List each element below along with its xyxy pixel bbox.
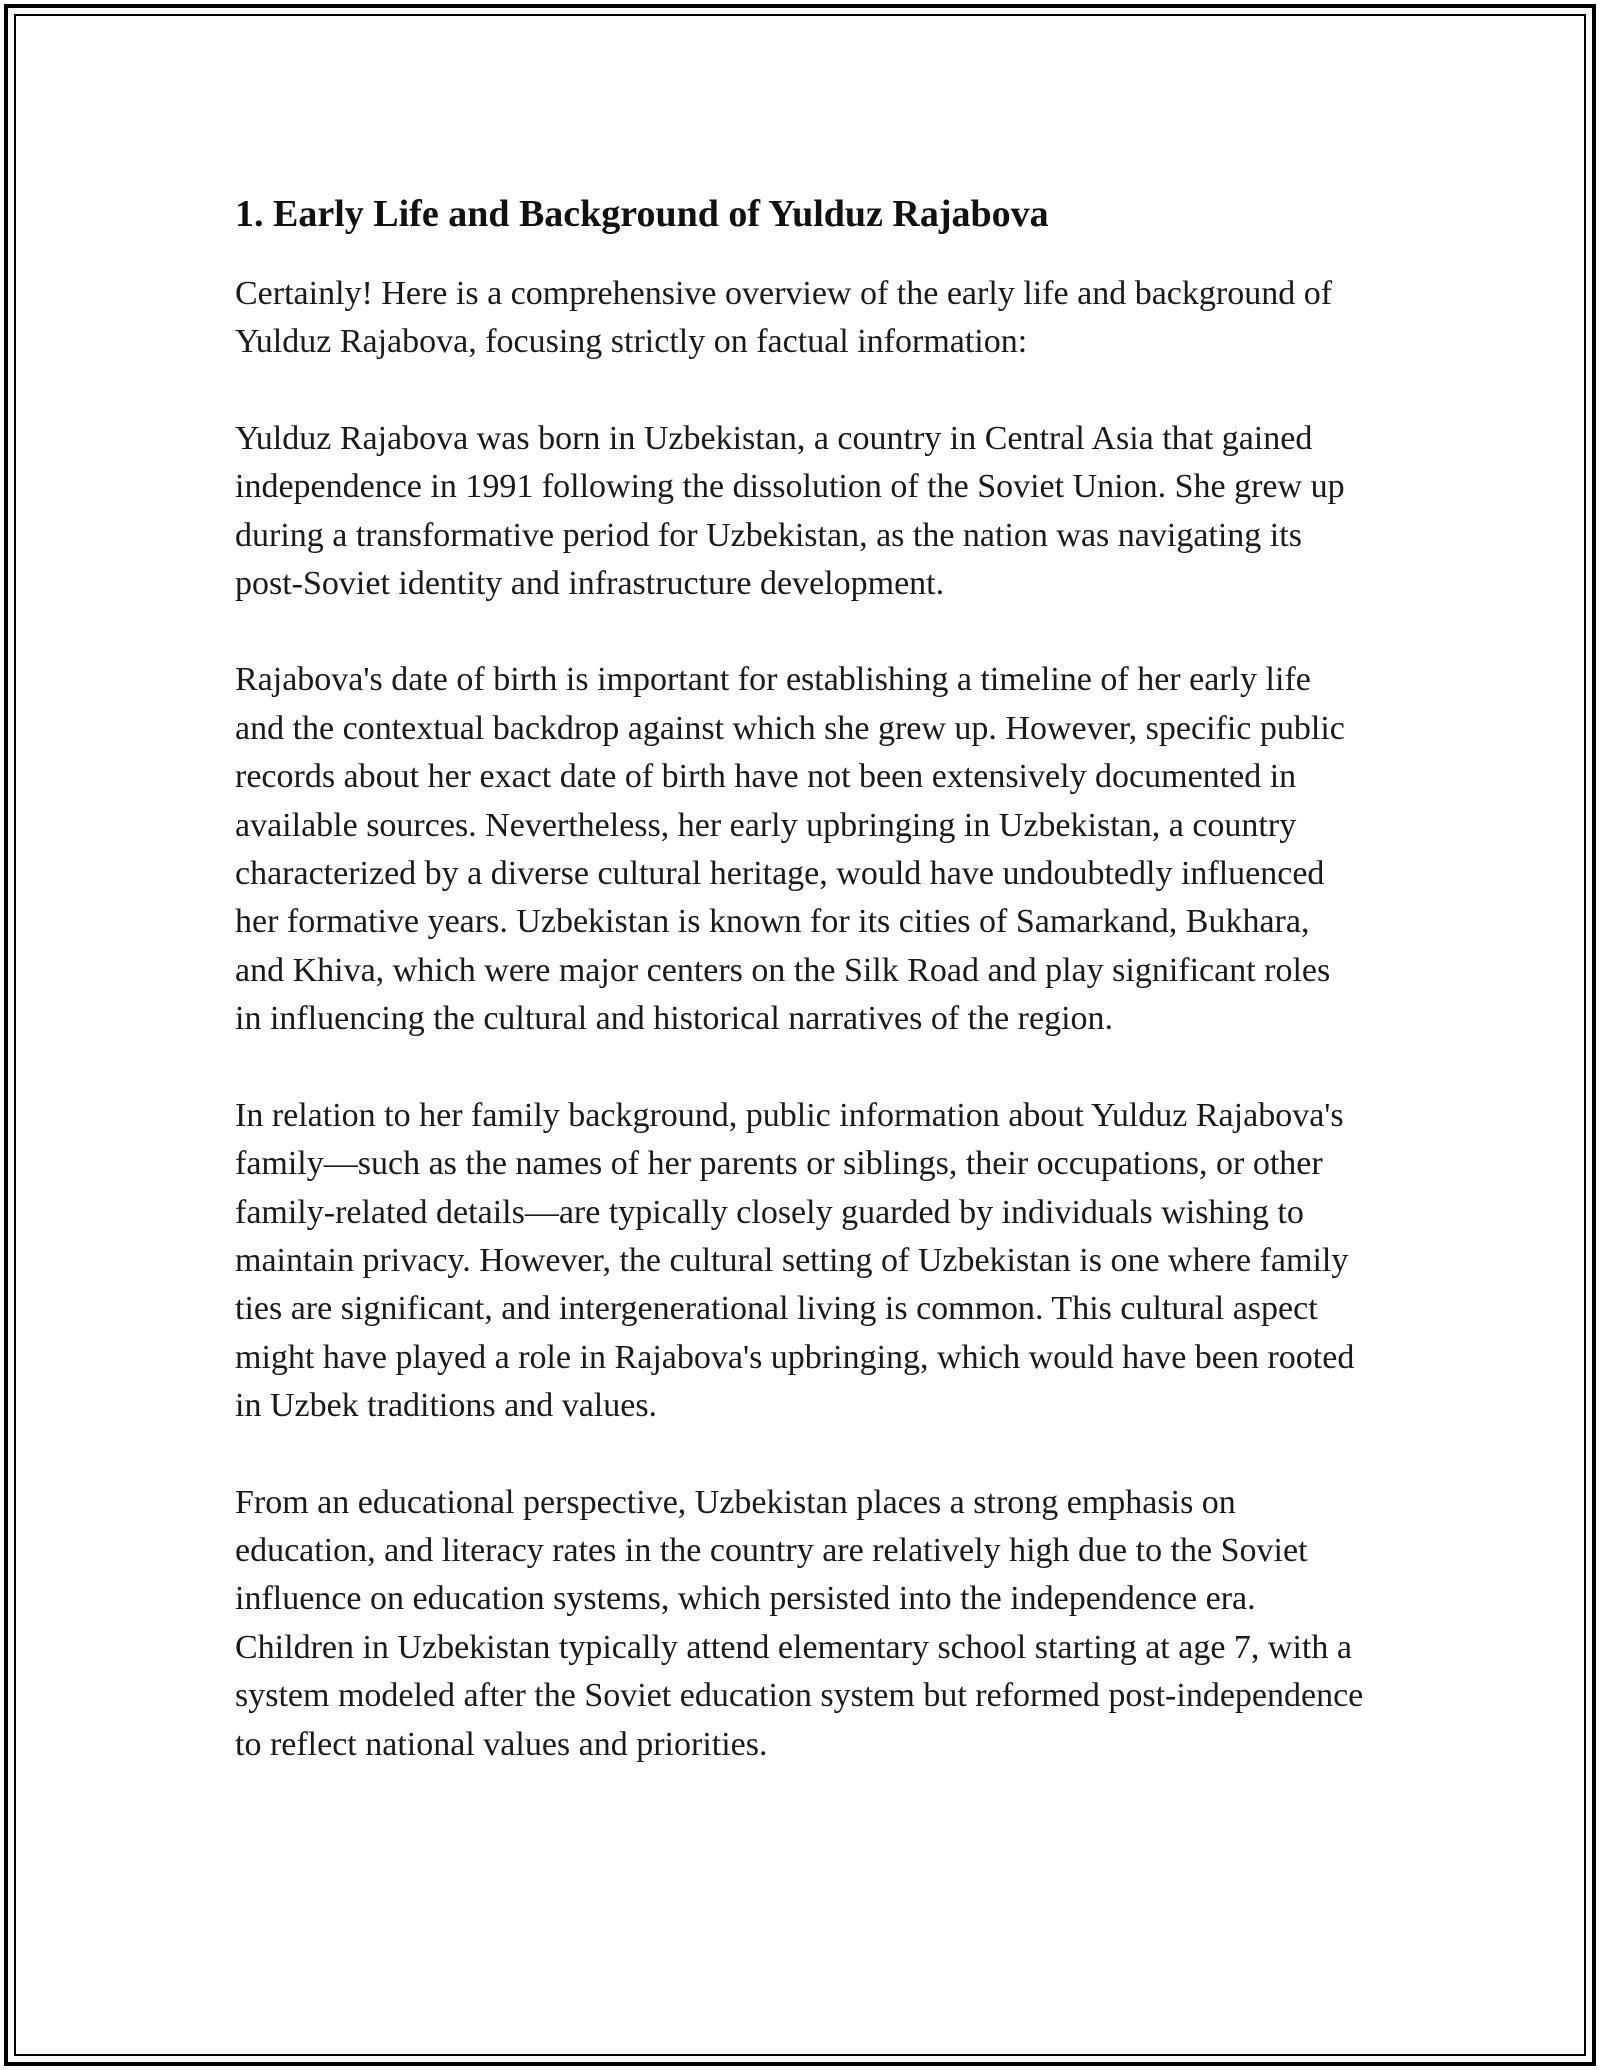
paragraph-education: From an educational perspective, Uzbekistan places a strong emphasis on education, and literacy rates in the country are relatively high due to the Soviet influence on education systems, which persisted into the independence era. Children in Uzbekistan typically attend elementary school starting at age 7, with a system modeled after the Soviet education system but reformed post-independence to reflect national values and priorities. [235, 1483, 1364, 1763]
paragraph-birthplace: Yulduz Rajabova was born in Uzbekistan, a country in Central Asia that gained independence in 1991 following the dissolution of the Soviet Union. She grew up during a transformative period for Uzbekistan, as the nation was navigating its post-Soviet identity and infrastructure development. [235, 419, 1345, 603]
paragraph-intro: Certainly! Here is a comprehensive overview of the early life and background of Yulduz Rajabova, focusing strictly on factual information: [235, 275, 1333, 361]
paragraph-family-background: In relation to her family background, public information about Yulduz Rajabova's family—such as the names of her parents or siblings, their occupations, or other family-related details—are typically closely guarded by individuals wishing to maintain privacy. However, the cultural setting of Uzbekistan is one where family ties are significant, and intergenerational living is common. This cultural aspect might have played a role in Rajabova's upbringing, which would have been rooted in Uzbek traditions and values. [235, 1096, 1355, 1425]
document-body [235, 186, 1365, 1817]
section-heading: 1. Early Life and Background of Yulduz Rajabova [235, 193, 1049, 235]
paragraph-date-of-birth: Rajabova's date of birth is important for establishing a timeline of her early life and the contextual backdrop against which she grew up. However, specific public records about her exact date of birth have not been extensively documented in available sources. Nevertheless, her early upbringing in Uzbekistan, a country characterized by a diverse cultural heritage, would have undoubtedly influenced her formative years. Uzbekistan is known for its cities of Samarkand, Bukhara, and Khiva, which were major centers on the Silk Road and play significant roles in influencing the cultural and historical narratives of the region. [235, 661, 1345, 1038]
